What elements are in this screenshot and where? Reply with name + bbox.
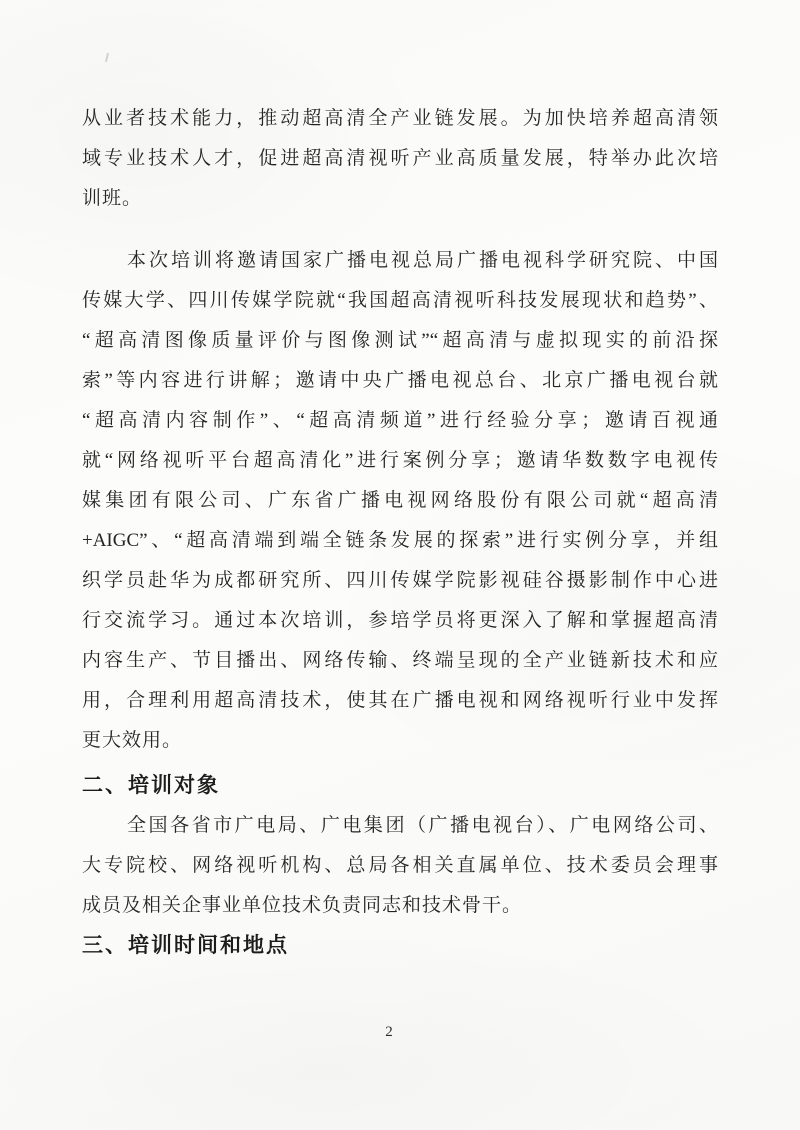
text-line: 域专业技术人才，促进超高清视听产业高质量发展，特举办此次培 xyxy=(82,148,718,169)
text-line: 织学员赴华为成都研究所、四川传媒学院影视硅谷摄影制作中心进 xyxy=(82,570,718,591)
text-line: 从业者技术能力，推动超高清全产业链发展。为加快培养超高清领 xyxy=(82,108,718,129)
text-line: 成员及相关企事业单位技术负责同志和技术骨干。 xyxy=(82,895,523,916)
text-line: 传媒大学、四川传媒学院就“我国超高清视听科技发展现状和趋势”、 xyxy=(82,290,718,311)
text-line: 内容生产、节目播出、网络传输、终端呈现的全产业链新技术和应 xyxy=(82,650,718,671)
text-line: 用，合理利用超高清技术，使其在广播电视和网络视听行业中发挥 xyxy=(82,690,718,711)
text-line: 行交流学习。通过本次培训，参培学员将更深入了解和掌握超高清 xyxy=(82,610,718,631)
text-line: +AIGC”、“超高清端到端全链条发展的探索”进行实例分享，并组 xyxy=(82,530,718,551)
text-line: 媒集团有限公司、广东省广播电视网络股份有限公司就“超高清 xyxy=(82,490,718,511)
page-number: 2 xyxy=(385,1024,393,1040)
scan-artifact xyxy=(105,53,109,62)
text-line: 就“网络视听平台超高清化”进行案例分享；邀请华数数字电视传 xyxy=(82,450,718,471)
section-heading-time-place: 三、培训时间和地点 xyxy=(82,933,289,957)
section-heading-training-targets: 二、培训对象 xyxy=(82,773,220,797)
text-line: 训班。 xyxy=(82,188,143,209)
paragraph-training-overview xyxy=(82,241,718,761)
text-line: “超高清图像质量评价与图像测试”“超高清与虚拟现实的前沿探 xyxy=(82,330,718,351)
text-line: 索”等内容进行讲解；邀请中央广播电视总台、北京广播电视台就 xyxy=(82,370,718,391)
paragraph-intro xyxy=(82,99,718,219)
text-line: 全国各省市广电局、广电集团（广播电视台）、广电网络公司、 xyxy=(127,815,718,836)
text-line: 更大效用。 xyxy=(82,730,183,751)
text-line: “超高清内容制作”、“超高清频道”进行经验分享；邀请百视通 xyxy=(82,410,718,431)
text-line: 大专院校、网络视听机构、总局各相关直属单位、技术委员会理事 xyxy=(82,855,718,876)
paragraph-training-targets xyxy=(82,806,718,926)
text-line: 本次培训将邀请国家广播电视总局广播电视科学研究院、中国 xyxy=(127,250,718,271)
